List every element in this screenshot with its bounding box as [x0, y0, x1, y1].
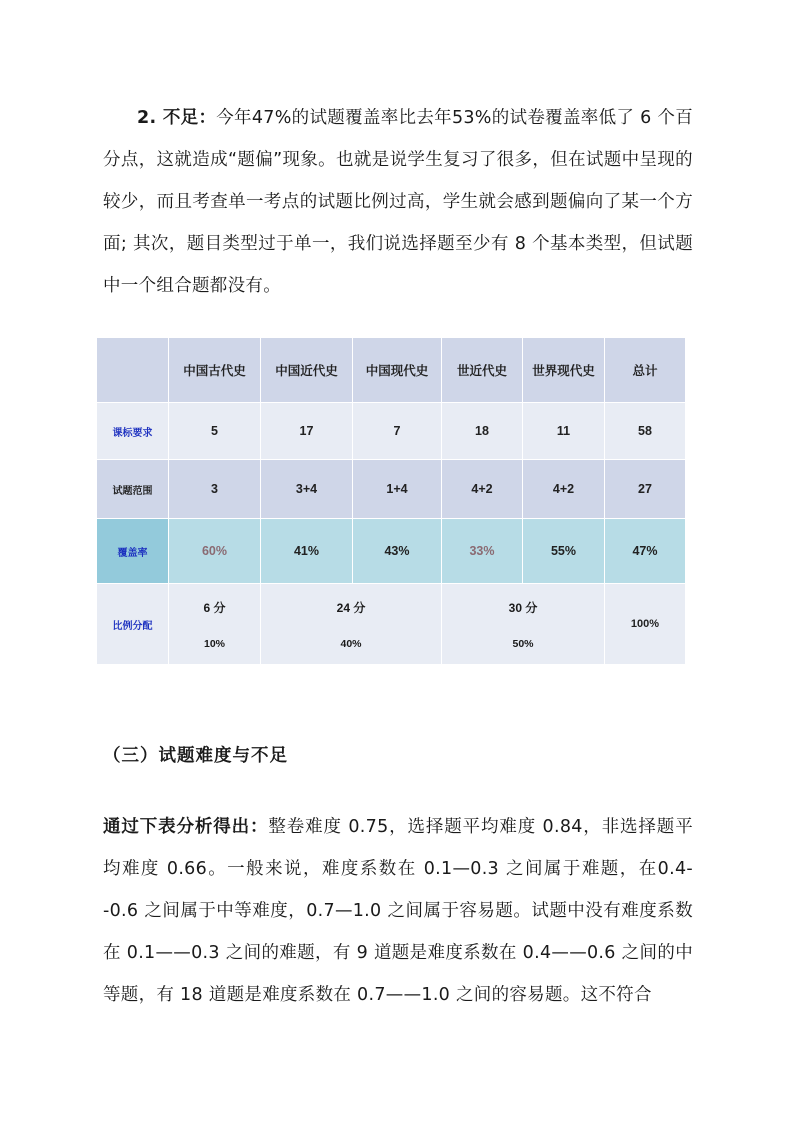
table-cell: 41% — [261, 519, 353, 584]
paragraph-deficiency — [103, 97, 693, 307]
column-header: 世近代史 — [442, 338, 523, 403]
table-cell: 4+2 — [442, 460, 523, 519]
table-cell: 55% — [523, 519, 605, 584]
coverage-table — [96, 337, 686, 665]
table-cell: 47% — [605, 519, 686, 584]
table-header-row — [97, 338, 686, 403]
distribution-percent: 10% — [203, 637, 225, 650]
table-row — [97, 460, 686, 519]
table-cell: 18 — [442, 403, 523, 460]
table-cell: 60% — [169, 519, 261, 584]
distribution-score: 24 分 — [336, 600, 366, 615]
table-cell: 4+2 — [523, 460, 605, 519]
row-header: 比例分配 — [97, 584, 169, 665]
distribution-percent: 40% — [340, 637, 362, 650]
table-cell: 11 — [523, 403, 605, 460]
section-heading: （三）试题难度与不足 — [103, 746, 288, 766]
table-cell: 27 — [605, 460, 686, 519]
paragraph-lead: 通过下表分析得出： — [103, 817, 269, 837]
paragraph-text: 今年47%的试题覆盖率比去年53%的试卷覆盖率低了 6 个百分点，这就造成“题偏”现象。也就是说学生复习了很多，但在试题中呈现的较少，而且考查单一考点的试题比例过高，学生就会感到题偏向了某一个方面; 其次，题目类型过于单一，我们说选择题至少有 8 个基本类型，但试题中一个组合题都没有。 — [103, 108, 693, 296]
distribution-cell — [261, 584, 442, 665]
paragraph-difficulty — [103, 806, 693, 1016]
row-header: 试题范围 — [97, 460, 169, 519]
distribution-score: 6 分 — [203, 600, 226, 615]
table-cell: 3+4 — [261, 460, 353, 519]
distribution-cell — [442, 584, 605, 665]
table-cell: 17 — [261, 403, 353, 460]
table-cell: 43% — [353, 519, 442, 584]
column-header: 世界现代史 — [523, 338, 605, 403]
column-header: 中国现代史 — [353, 338, 442, 403]
paragraph-lead: 2. 不足： — [137, 108, 217, 128]
distribution-cell — [169, 584, 261, 665]
table-cell: 3 — [169, 460, 261, 519]
distribution-score: 30 分 — [508, 600, 538, 615]
row-header: 课标要求 — [97, 403, 169, 460]
table-cell: 7 — [353, 403, 442, 460]
table-corner-cell — [97, 338, 169, 403]
table-cell: 58 — [605, 403, 686, 460]
column-header: 中国古代史 — [169, 338, 261, 403]
distribution-total: 100% — [605, 584, 686, 665]
table-row — [97, 584, 686, 665]
row-header: 覆盖率 — [97, 519, 169, 584]
column-header: 中国近代史 — [261, 338, 353, 403]
table-row — [97, 403, 686, 460]
column-header: 总计 — [605, 338, 686, 403]
distribution-percent: 50% — [512, 637, 534, 650]
table-cell: 1+4 — [353, 460, 442, 519]
paragraph-text: 整卷难度 0.75，选择题平均难度 0.84，非选择题平均难度 0.66。一般来说，难度系数在 0.1—0.3 之间属于难题，在0.4--0.6 之间属于中等难度，0.7—1.0 之间属于容易题。试题中没有难度系数在 0.1——0.3 之间的难题，有 9 道题是难度系数在 0.4——0.6 之间的中等题，有 18 道题是难度系数在 0.7——1.0 之间的容易题。这不符合 — [103, 817, 693, 1005]
table-cell: 5 — [169, 403, 261, 460]
table-cell: 33% — [442, 519, 523, 584]
table-row — [97, 519, 686, 584]
